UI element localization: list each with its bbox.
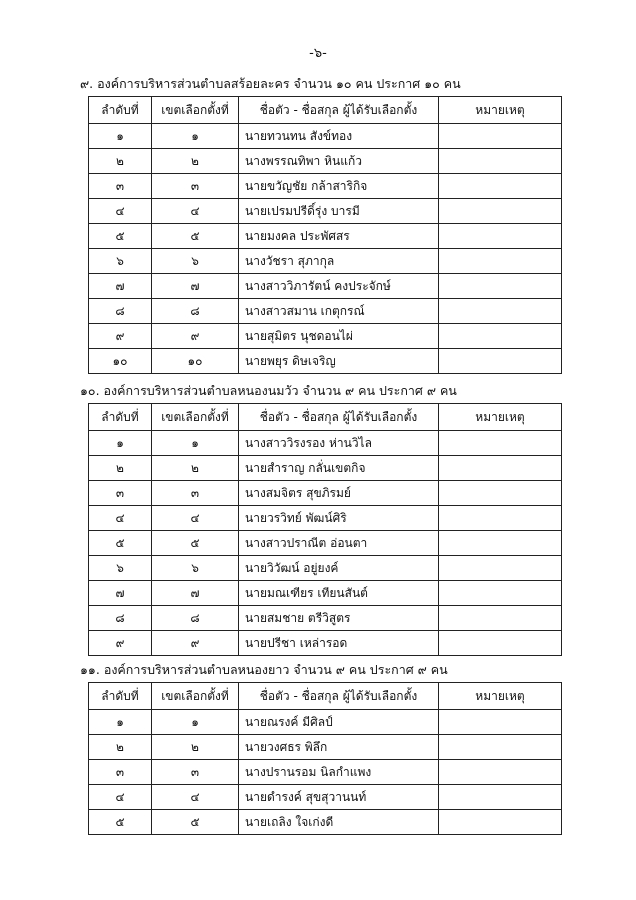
order-cell: ๔ <box>89 506 152 531</box>
name-cell: นางสาววิรงรอง ห่านวิไล <box>239 431 439 456</box>
name-cell: นายสมชาย ตรีวิสูตร <box>239 606 439 631</box>
name-cell: นางสาวสมาน เกตุกรณ์ <box>239 299 439 324</box>
order-cell: ๗ <box>89 274 152 299</box>
table-row <box>89 431 562 456</box>
remark-cell <box>439 760 562 785</box>
header-remark: หมายเหตุ <box>439 404 562 431</box>
order-cell: ๓ <box>89 174 152 199</box>
table-row <box>89 506 562 531</box>
table-row <box>89 324 562 349</box>
district-cell: ๒ <box>152 149 239 174</box>
table-row <box>89 735 562 760</box>
table-row <box>89 149 562 174</box>
district-cell: ๔ <box>152 506 239 531</box>
order-cell: ๖ <box>89 249 152 274</box>
order-cell: ๙ <box>89 631 152 656</box>
name-cell: นางวัชรา สุภากุล <box>239 249 439 274</box>
table-row <box>89 581 562 606</box>
header-district: เขตเลือกตั้งที่ <box>152 683 239 710</box>
order-cell: ๙ <box>89 324 152 349</box>
remark-cell <box>439 199 562 224</box>
order-cell: ๒ <box>89 149 152 174</box>
table-row <box>89 760 562 785</box>
remark-cell <box>439 606 562 631</box>
header-row <box>89 683 562 710</box>
remark-cell <box>439 456 562 481</box>
order-cell: ๕ <box>89 531 152 556</box>
table-row <box>89 710 562 735</box>
name-cell: นายพยุร ดิษเจริญ <box>239 349 439 374</box>
header-order: ลำดับที่ <box>89 404 152 431</box>
page-number: -๖- <box>309 46 327 61</box>
header-name: ชื่อตัว - ชื่อสกุล ผู้ได้รับเลือกตั้ง <box>239 97 439 124</box>
district-cell: ๑๐ <box>152 349 239 374</box>
name-cell: นายมงคล ประพัศสร <box>239 224 439 249</box>
order-cell: ๗ <box>89 581 152 606</box>
district-cell: ๙ <box>152 631 239 656</box>
remark-cell <box>439 349 562 374</box>
order-cell: ๓ <box>89 481 152 506</box>
name-cell: นายวิวัฒน์ อยู่ยงค์ <box>239 556 439 581</box>
header-row <box>89 404 562 431</box>
order-cell: ๖ <box>89 556 152 581</box>
district-cell: ๕ <box>152 531 239 556</box>
remark-cell <box>439 149 562 174</box>
district-cell: ๓ <box>152 174 239 199</box>
table-row <box>89 174 562 199</box>
header-row <box>89 97 562 124</box>
table-row <box>89 810 562 835</box>
district-cell: ๘ <box>152 299 239 324</box>
name-cell: นางพรรณทิพา หินแก้ว <box>239 149 439 174</box>
results-table <box>88 403 562 656</box>
district-cell: ๑ <box>152 124 239 149</box>
remark-cell <box>439 581 562 606</box>
table-row <box>89 531 562 556</box>
results-table <box>88 682 562 835</box>
district-cell: ๑ <box>152 710 239 735</box>
header-district: เขตเลือกตั้งที่ <box>152 97 239 124</box>
table-row <box>89 274 562 299</box>
district-cell: ๒ <box>152 456 239 481</box>
district-cell: ๕ <box>152 810 239 835</box>
order-cell: ๕ <box>89 224 152 249</box>
section-heading: ๙. องค์การบริหารส่วนตำบลสร้อยละคร จำนวน ๑๐ คน ประกาศ ๑๐ คน <box>80 76 461 91</box>
district-cell: ๓ <box>152 760 239 785</box>
remark-cell <box>439 249 562 274</box>
remark-cell <box>439 556 562 581</box>
district-cell: ๕ <box>152 224 239 249</box>
remark-cell <box>439 224 562 249</box>
header-district: เขตเลือกตั้งที่ <box>152 404 239 431</box>
district-cell: ๔ <box>152 785 239 810</box>
name-cell: นางสาวปราณีต อ่อนตา <box>239 531 439 556</box>
district-cell: ๖ <box>152 249 239 274</box>
order-cell: ๕ <box>89 810 152 835</box>
order-cell: ๔ <box>89 785 152 810</box>
table-row <box>89 785 562 810</box>
name-cell: นายวรวิทย์ พัฒน์ศิริ <box>239 506 439 531</box>
name-cell: นายขวัญชัย กล้าสาริกิจ <box>239 174 439 199</box>
header-name: ชื่อตัว - ชื่อสกุล ผู้ได้รับเลือกตั้ง <box>239 683 439 710</box>
table-row <box>89 124 562 149</box>
name-cell: นายสุมิตร นุชดอนไผ่ <box>239 324 439 349</box>
table-row <box>89 299 562 324</box>
order-cell: ๘ <box>89 299 152 324</box>
district-cell: ๗ <box>152 581 239 606</box>
remark-cell <box>439 810 562 835</box>
name-cell: นางสมจิตร สุขภิรมย์ <box>239 481 439 506</box>
remark-cell <box>439 710 562 735</box>
order-cell: ๔ <box>89 199 152 224</box>
section-heading: ๑๐. องค์การบริหารส่วนตำบลหนองนมวัว จำนวน ๙ คน ประกาศ ๙ คน <box>80 383 457 398</box>
table-row <box>89 631 562 656</box>
header-name: ชื่อตัว - ชื่อสกุล ผู้ได้รับเลือกตั้ง <box>239 404 439 431</box>
name-cell: นายสำราญ กลั่นเขตกิจ <box>239 456 439 481</box>
results-table <box>88 96 562 374</box>
remark-cell <box>439 299 562 324</box>
table-row <box>89 224 562 249</box>
name-cell: นายเปรมปรีดิ์รุ่ง บารมี <box>239 199 439 224</box>
name-cell: นายมณเฑียร เทียนสันต์ <box>239 581 439 606</box>
table-row <box>89 481 562 506</box>
district-cell: ๓ <box>152 481 239 506</box>
table-row <box>89 199 562 224</box>
remark-cell <box>439 735 562 760</box>
remark-cell <box>439 785 562 810</box>
order-cell: ๑ <box>89 710 152 735</box>
table-row <box>89 349 562 374</box>
district-cell: ๘ <box>152 606 239 631</box>
order-cell: ๒ <box>89 456 152 481</box>
remark-cell <box>439 481 562 506</box>
district-cell: ๑ <box>152 431 239 456</box>
header-order: ลำดับที่ <box>89 97 152 124</box>
remark-cell <box>439 324 562 349</box>
remark-cell <box>439 531 562 556</box>
header-remark: หมายเหตุ <box>439 683 562 710</box>
district-cell: ๔ <box>152 199 239 224</box>
remark-cell <box>439 506 562 531</box>
name-cell: นางสาววิภารัตน์ คงประจักษ์ <box>239 274 439 299</box>
table-row <box>89 606 562 631</box>
name-cell: นายดำรงค์ สุขสุวานนท์ <box>239 785 439 810</box>
order-cell: ๘ <box>89 606 152 631</box>
order-cell: ๑ <box>89 431 152 456</box>
remark-cell <box>439 431 562 456</box>
district-cell: ๙ <box>152 324 239 349</box>
name-cell: นายปรีชา เหล่ารอด <box>239 631 439 656</box>
name-cell: นายทวนทน สังข์ทอง <box>239 124 439 149</box>
table-row <box>89 249 562 274</box>
remark-cell <box>439 274 562 299</box>
order-cell: ๒ <box>89 735 152 760</box>
header-remark: หมายเหตุ <box>439 97 562 124</box>
district-cell: ๗ <box>152 274 239 299</box>
remark-cell <box>439 631 562 656</box>
district-cell: ๖ <box>152 556 239 581</box>
name-cell: นายณรงค์ มีศิลป์ <box>239 710 439 735</box>
table-row <box>89 456 562 481</box>
section-heading: ๑๑. องค์การบริหารส่วนตำบลหนองยาว จำนวน ๙ คน ประกาศ ๙ คน <box>80 662 448 677</box>
district-cell: ๒ <box>152 735 239 760</box>
name-cell: นายเถลิง ใจเก่งดี <box>239 810 439 835</box>
name-cell: นางปรานรอม นิลกำแพง <box>239 760 439 785</box>
remark-cell <box>439 124 562 149</box>
remark-cell <box>439 174 562 199</box>
table-row <box>89 556 562 581</box>
order-cell: ๑ <box>89 124 152 149</box>
order-cell: ๓ <box>89 760 152 785</box>
header-order: ลำดับที่ <box>89 683 152 710</box>
name-cell: นายวงศธร พิลึก <box>239 735 439 760</box>
order-cell: ๑๐ <box>89 349 152 374</box>
